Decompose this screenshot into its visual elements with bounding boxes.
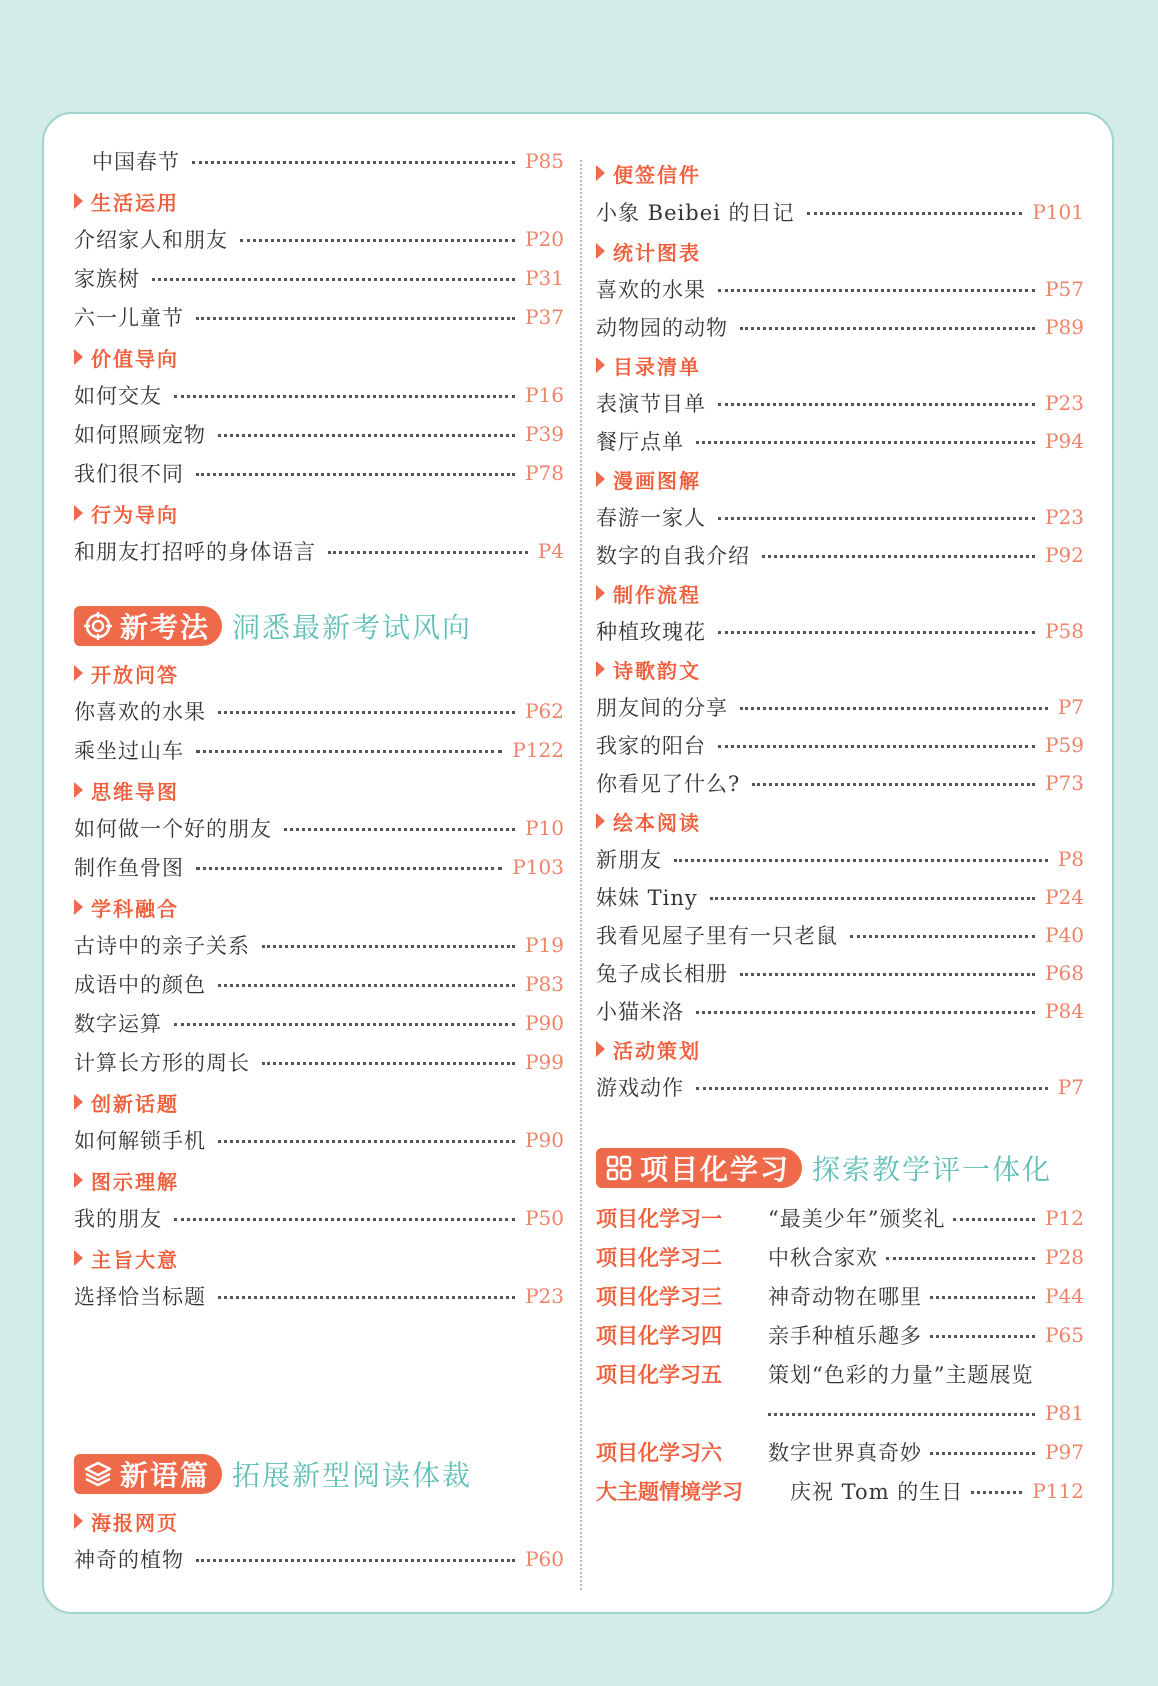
leader-dots <box>930 1296 1035 1299</box>
project-label: 项目化学习三 <box>596 1285 722 1309</box>
leader-dots <box>218 1296 515 1299</box>
entry-title: 餐厅点单 <box>596 430 684 454</box>
entry-title: 小猫米洛 <box>596 1000 684 1024</box>
category-label: 主旨大意 <box>91 1247 179 1272</box>
entry-page: P94 <box>1045 429 1084 453</box>
entry-title: 亲手种植乐趣多 <box>768 1324 922 1348</box>
triangle-bullet-icon <box>596 1041 605 1057</box>
category-header <box>596 652 701 686</box>
entry-page: P97 <box>1045 1440 1084 1464</box>
toc-entry[interactable] <box>74 965 564 1003</box>
entry-title: 数字的自我介绍 <box>596 544 750 568</box>
entry-page: P81 <box>1045 1401 1084 1425</box>
entry-title: 家族树 <box>74 267 140 291</box>
entry-title: 如何做一个好的朋友 <box>74 817 272 841</box>
target-icon <box>84 612 112 640</box>
project-entry[interactable] <box>596 1238 1084 1276</box>
section-header-xiangmu <box>596 1146 1052 1190</box>
entry-title: 中秋合家欢 <box>768 1246 878 1270</box>
leader-dots <box>953 1218 1035 1221</box>
entry-page: P23 <box>1045 391 1084 415</box>
leader-dots <box>850 935 1035 938</box>
toc-entry[interactable] <box>596 954 1084 992</box>
toc-entry[interactable] <box>74 1004 564 1042</box>
category-label: 制作流程 <box>613 582 701 607</box>
category-label: 价值导向 <box>91 346 179 371</box>
entry-page: P83 <box>525 972 564 996</box>
project-entry[interactable] <box>596 1355 1084 1393</box>
triangle-bullet-icon <box>74 782 83 798</box>
toc-entry[interactable] <box>74 692 564 730</box>
entry-title: 神奇的植物 <box>74 1548 184 1572</box>
toc-entry[interactable] <box>596 764 1084 802</box>
entry-title: 兔子成长相册 <box>596 962 728 986</box>
toc-entry[interactable] <box>74 259 564 297</box>
triangle-bullet-icon <box>596 585 605 601</box>
leader-dots <box>740 327 1035 330</box>
entry-title: 古诗中的亲子关系 <box>74 934 250 958</box>
entry-page: P62 <box>525 699 564 723</box>
entry-page: P24 <box>1045 885 1084 909</box>
entry-page: P31 <box>525 266 564 290</box>
toc-entry[interactable] <box>74 1121 564 1159</box>
category-header <box>596 348 701 382</box>
entry-page: P23 <box>525 1284 564 1308</box>
category-header <box>74 656 179 690</box>
leader-dots <box>718 403 1035 406</box>
toc-entry[interactable] <box>596 1068 1084 1106</box>
entry-title: 数字世界真奇妙 <box>768 1441 922 1465</box>
leader-dots <box>196 473 515 476</box>
entry-page: P85 <box>525 149 564 173</box>
entry-page: P90 <box>525 1128 564 1152</box>
toc-entry[interactable] <box>596 193 1084 231</box>
entry-page: P59 <box>1045 733 1084 757</box>
section-badge-label: 新考法 <box>120 611 211 644</box>
toc-entry[interactable] <box>596 840 1084 878</box>
entry-title: 策划“色彩的力量”主题展览 <box>768 1363 1034 1387</box>
toc-entry[interactable] <box>596 422 1084 460</box>
entry-title: 动物园的动物 <box>596 316 728 340</box>
entry-title: 六一儿童节 <box>74 306 184 330</box>
category-label: 海报网页 <box>91 1510 179 1535</box>
triangle-bullet-icon <box>74 665 83 681</box>
toc-entry[interactable] <box>74 142 564 180</box>
category-header <box>74 340 179 374</box>
project-label: 大主题情境学习 <box>596 1480 743 1504</box>
grid-apps-icon <box>606 1155 632 1181</box>
category-label: 学科融合 <box>91 896 179 921</box>
section-badge <box>74 606 222 646</box>
leader-dots <box>696 1011 1035 1014</box>
entry-page: P12 <box>1045 1206 1084 1230</box>
entry-title: “最美少年”颁奖礼 <box>768 1207 946 1231</box>
section-badge-label: 项目化学习 <box>640 1153 791 1186</box>
category-label: 活动策划 <box>613 1038 701 1063</box>
entry-page: P10 <box>525 816 564 840</box>
project-entry-continued[interactable] <box>596 1394 1084 1432</box>
column-divider <box>580 160 582 1590</box>
entry-title: 如何解锁手机 <box>74 1129 206 1153</box>
category-label: 目录清单 <box>613 354 701 379</box>
project-entry[interactable] <box>596 1433 1084 1471</box>
toc-entry[interactable] <box>74 298 564 336</box>
toc-entry[interactable] <box>596 878 1084 916</box>
entry-title: 你喜欢的水果 <box>74 700 206 724</box>
category-label: 便签信件 <box>613 162 701 187</box>
entry-title: 神奇动物在哪里 <box>768 1285 922 1309</box>
leader-dots <box>930 1335 1035 1338</box>
entry-page: P65 <box>1045 1323 1084 1347</box>
toc-entry[interactable] <box>74 1199 564 1237</box>
leader-dots <box>768 1413 1035 1416</box>
leader-dots <box>218 1140 515 1143</box>
category-header <box>74 773 179 807</box>
toc-entry[interactable] <box>74 1277 564 1315</box>
triangle-bullet-icon <box>74 1513 83 1529</box>
entry-title: 制作鱼骨图 <box>74 856 184 880</box>
entry-page: P92 <box>1045 543 1084 567</box>
leader-dots <box>284 828 515 831</box>
leader-dots <box>710 897 1035 900</box>
leader-dots <box>930 1452 1035 1455</box>
entry-title: 成语中的颜色 <box>74 973 206 997</box>
project-entry[interactable] <box>596 1316 1084 1354</box>
leader-dots <box>718 289 1035 292</box>
entry-page: P7 <box>1057 695 1084 719</box>
category-header <box>74 1241 179 1275</box>
entry-title: 妹妹 Tiny <box>596 886 698 910</box>
entry-page: P78 <box>525 461 564 485</box>
project-entry[interactable] <box>596 1277 1084 1315</box>
triangle-bullet-icon <box>596 813 605 829</box>
entry-page: P68 <box>1045 961 1084 985</box>
category-label: 图示理解 <box>91 1169 179 1194</box>
toc-entry[interactable] <box>74 926 564 964</box>
leader-dots <box>971 1491 1022 1494</box>
leader-dots <box>196 1559 515 1562</box>
entry-page: P44 <box>1045 1284 1084 1308</box>
section-header-xinkaofa <box>74 604 472 648</box>
entry-page: P28 <box>1045 1245 1084 1269</box>
entry-title: 我家的阳台 <box>596 734 706 758</box>
leader-dots <box>174 1023 515 1026</box>
toc-entry[interactable] <box>596 536 1084 574</box>
entry-title: 选择恰当标题 <box>74 1285 206 1309</box>
category-header <box>596 804 701 838</box>
entry-title: 中国春节 <box>92 150 180 174</box>
entry-page: P20 <box>525 227 564 251</box>
project-entry[interactable] <box>596 1472 1084 1510</box>
entry-page: P19 <box>525 933 564 957</box>
entry-title: 数字运算 <box>74 1012 162 1036</box>
entry-title: 种植玫瑰花 <box>596 620 706 644</box>
category-header <box>74 1163 179 1197</box>
category-label: 诗歌韵文 <box>613 658 701 683</box>
category-label: 绘本阅读 <box>613 810 701 835</box>
project-entry[interactable] <box>596 1199 1084 1237</box>
entry-title: 喜欢的水果 <box>596 278 706 302</box>
section-badge <box>74 1454 222 1494</box>
leader-dots <box>174 1218 515 1221</box>
triangle-bullet-icon <box>74 899 83 915</box>
leader-dots <box>218 434 515 437</box>
triangle-bullet-icon <box>596 243 605 259</box>
entry-page: P50 <box>525 1206 564 1230</box>
category-header <box>74 1504 179 1538</box>
toc-entry[interactable] <box>596 498 1084 536</box>
leader-dots <box>886 1257 1035 1260</box>
toc-entry[interactable] <box>596 270 1084 308</box>
category-label: 创新话题 <box>91 1091 179 1116</box>
triangle-bullet-icon <box>596 661 605 677</box>
leader-dots <box>174 395 515 398</box>
category-header <box>596 462 701 496</box>
category-label: 统计图表 <box>613 240 701 265</box>
category-header <box>596 1032 701 1066</box>
leader-dots <box>740 707 1048 710</box>
leader-dots <box>218 711 515 714</box>
entry-title: 我看见屋子里有一只老鼠 <box>596 924 838 948</box>
category-label: 思维导图 <box>91 779 179 804</box>
toc-entry[interactable] <box>74 454 564 492</box>
leader-dots <box>762 555 1035 558</box>
project-label: 项目化学习二 <box>596 1246 722 1270</box>
category-header <box>596 156 701 190</box>
triangle-bullet-icon <box>74 193 83 209</box>
entry-page: P40 <box>1045 923 1084 947</box>
toc-entry[interactable] <box>74 532 564 570</box>
entry-page: P23 <box>1045 505 1084 529</box>
entry-title: 春游一家人 <box>596 506 706 530</box>
leader-dots <box>262 945 515 948</box>
leader-dots <box>674 859 1048 862</box>
entry-page: P37 <box>525 305 564 329</box>
entry-title: 新朋友 <box>596 848 662 872</box>
entry-page: P122 <box>512 738 564 762</box>
entry-title: 朋友间的分享 <box>596 696 728 720</box>
triangle-bullet-icon <box>74 1172 83 1188</box>
triangle-bullet-icon <box>596 165 605 181</box>
toc-entry[interactable] <box>596 688 1084 726</box>
triangle-bullet-icon <box>74 1250 83 1266</box>
section-subtitle: 拓展新型阅读体裁 <box>232 1459 473 1492</box>
entry-title: 庆祝 Tom 的生日 <box>790 1480 964 1504</box>
project-label: 项目化学习五 <box>596 1363 722 1387</box>
entry-page: P90 <box>525 1011 564 1035</box>
project-label: 项目化学习一 <box>596 1207 722 1231</box>
leader-dots <box>192 161 515 164</box>
entry-page: P73 <box>1045 771 1084 795</box>
entry-page: P16 <box>525 383 564 407</box>
entry-title: 乘坐过山车 <box>74 739 184 763</box>
leader-dots <box>196 867 502 870</box>
leader-dots <box>718 745 1035 748</box>
triangle-bullet-icon <box>74 505 83 521</box>
triangle-bullet-icon <box>74 1094 83 1110</box>
leader-dots <box>240 239 515 242</box>
category-label: 生活运用 <box>91 190 179 215</box>
entry-page: P60 <box>525 1547 564 1571</box>
entry-page: P112 <box>1032 1479 1084 1503</box>
category-header <box>74 496 179 530</box>
project-label: 项目化学习四 <box>596 1324 722 1348</box>
leader-dots <box>740 973 1035 976</box>
entry-title: 如何照顾宠物 <box>74 423 206 447</box>
triangle-bullet-icon <box>596 471 605 487</box>
leader-dots <box>328 551 528 554</box>
entry-title: 小象 Beibei 的日记 <box>596 201 795 225</box>
layers-icon <box>84 1461 112 1487</box>
triangle-bullet-icon <box>74 349 83 365</box>
entry-page: P4 <box>537 539 564 563</box>
section-subtitle: 探索教学评一体化 <box>812 1153 1053 1186</box>
entry-page: P58 <box>1045 619 1084 643</box>
section-subtitle: 洞悉最新考试风向 <box>232 611 473 644</box>
toc-entry[interactable] <box>596 308 1084 346</box>
leader-dots <box>752 783 1035 786</box>
toc-entry[interactable] <box>74 809 564 847</box>
toc-entry[interactable] <box>74 376 564 414</box>
leader-dots <box>262 1062 515 1065</box>
category-header <box>74 890 179 924</box>
section-badge-label: 新语篇 <box>120 1459 211 1492</box>
entry-title: 计算长方形的周长 <box>74 1051 250 1075</box>
toc-entry[interactable] <box>74 731 564 769</box>
toc-entry[interactable] <box>74 1540 564 1578</box>
toc-entry[interactable] <box>74 1043 564 1081</box>
toc-entry[interactable] <box>74 848 564 886</box>
entry-title: 和朋友打招呼的身体语言 <box>74 540 316 564</box>
entry-page: P103 <box>512 855 564 879</box>
category-label: 漫画图解 <box>613 468 701 493</box>
toc-entry[interactable] <box>74 220 564 258</box>
toc-entry[interactable] <box>596 726 1084 764</box>
toc-entry[interactable] <box>74 415 564 453</box>
leader-dots <box>696 441 1035 444</box>
entry-page: P84 <box>1045 999 1084 1023</box>
entry-title: 游戏动作 <box>596 1076 684 1100</box>
leader-dots <box>807 212 1023 215</box>
category-header <box>74 1085 179 1119</box>
toc-entry[interactable] <box>596 916 1084 954</box>
leader-dots <box>718 631 1035 634</box>
project-label: 项目化学习六 <box>596 1441 722 1465</box>
entry-page: P101 <box>1032 200 1084 224</box>
leader-dots <box>196 750 502 753</box>
leader-dots <box>696 1087 1048 1090</box>
leader-dots <box>152 278 515 281</box>
entry-title: 你看见了什么? <box>596 772 741 796</box>
entry-page: P57 <box>1045 277 1084 301</box>
entry-page: P99 <box>525 1050 564 1074</box>
section-badge <box>596 1148 802 1188</box>
entry-title: 介绍家人和朋友 <box>74 228 228 252</box>
entry-title: 我的朋友 <box>74 1207 162 1231</box>
entry-page: P7 <box>1057 1075 1084 1099</box>
toc-entry[interactable] <box>596 992 1084 1030</box>
leader-dots <box>718 517 1035 520</box>
category-header <box>596 576 701 610</box>
entry-page: P39 <box>525 422 564 446</box>
category-label: 行为导向 <box>91 502 179 527</box>
section-header-xinyupian <box>74 1452 472 1496</box>
category-header <box>596 234 701 268</box>
leader-dots <box>218 984 515 987</box>
entry-title: 表演节目单 <box>596 392 706 416</box>
category-header <box>74 184 179 218</box>
entry-page: P89 <box>1045 315 1084 339</box>
entry-title: 如何交友 <box>74 384 162 408</box>
triangle-bullet-icon <box>596 357 605 373</box>
toc-entry[interactable] <box>596 384 1084 422</box>
toc-entry[interactable] <box>596 612 1084 650</box>
leader-dots <box>196 317 515 320</box>
entry-page: P8 <box>1057 847 1084 871</box>
entry-title: 我们很不同 <box>74 462 184 486</box>
category-label: 开放问答 <box>91 662 179 687</box>
